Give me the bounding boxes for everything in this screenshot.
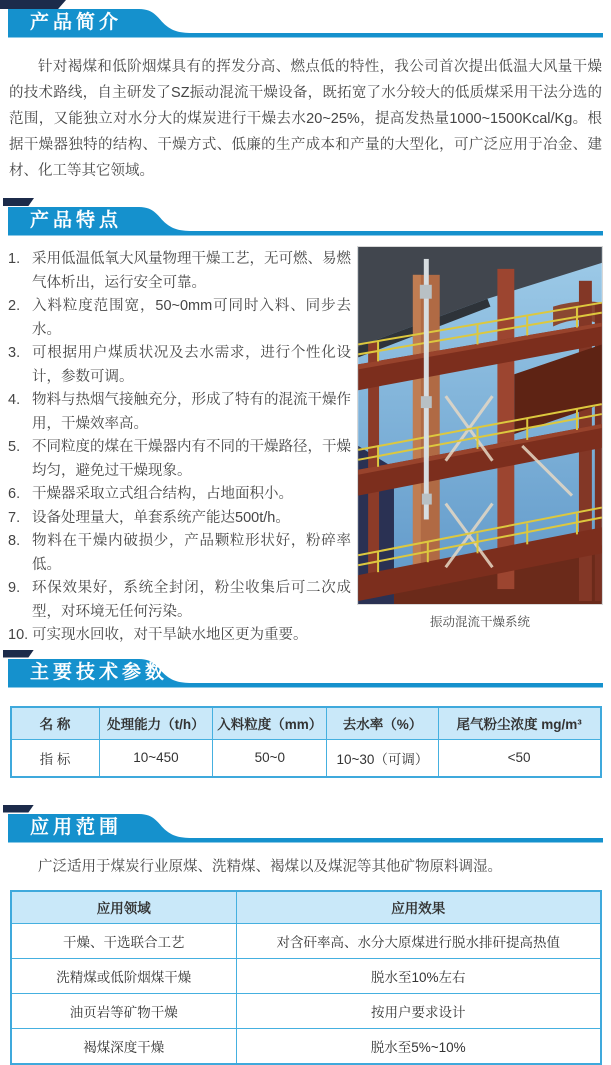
product-photo-figure — [357, 246, 603, 648]
section-title-applications: 应用范围 — [30, 816, 123, 838]
section-title-tech-params: 主要技术参数 — [30, 661, 169, 683]
intro-paragraph: 针对褐煤和低阶烟煤具有的挥发分高、燃点低的特性，我公司首次提出低温大风量干燥的技术路线，自主研发了SZ振动混流干燥设备，既拓宽了水分较大的低质煤采用干法分选的范围，又能独立对水分大的煤炭进行干燥去水20~25%，提高发热量1000~1500Kcal/Kg。根据干燥器独特的结构、干燥方式、低廉的生产成本和产量的大型化，可广泛应用于冶金、建材、化工等其它领域。 — [9, 59, 602, 179]
applications-paragraph: 广泛适用于煤炭行业原煤、洗精煤、褐煤以及煤泥等其他矿物原料调湿。 — [38, 858, 502, 875]
section-title-intro: 产品简介 — [30, 12, 123, 33]
features-section — [8, 246, 603, 648]
list-item — [8, 248, 351, 295]
column-header: 入料粒度（mm） — [213, 707, 327, 740]
list-item — [8, 295, 351, 342]
applications-table — [10, 890, 602, 1065]
column-header: 处理能力（t/h） — [99, 707, 213, 740]
column-header: 去水率（%） — [327, 707, 439, 740]
item-number: 6. — [8, 486, 21, 502]
table-cell: 指 标 — [11, 740, 100, 777]
item-number: 7. — [8, 509, 21, 526]
section-header-features — [0, 198, 611, 236]
item-number: 3. — [8, 345, 21, 361]
item-number: 5. — [8, 439, 21, 455]
section-title-features: 产品特点 — [30, 210, 123, 231]
list-item — [8, 483, 351, 507]
table-cell: 对含矸率高、水分大原煤进行脱水排矸提高热值 — [236, 924, 600, 959]
item-text: 可实现水回收，对干旱缺水地区更为重要。 — [32, 627, 308, 643]
item-text: 可根据用户煤质状况及去水需求，进行个性化设计，参数可调。 — [32, 345, 351, 385]
tech-params-table — [10, 706, 602, 778]
corner-accent-shape — [3, 198, 34, 206]
item-text: 不同粒度的煤在干燥器内有不同的干燥路径，干燥均匀，避免过干燥现象。 — [32, 439, 351, 479]
item-number: 2. — [8, 298, 21, 314]
table-cell: 油页岩等矿物干燥 — [11, 994, 237, 1029]
item-number: 9. — [8, 580, 21, 596]
column-header: 名 称 — [11, 707, 100, 740]
section-header-tech-params — [0, 650, 611, 688]
table-header-row — [11, 707, 601, 740]
item-text: 干燥器采取立式组合结构，占地面积小。 — [32, 486, 293, 502]
photo-caption: 振动混流干燥系统 — [429, 615, 530, 629]
table-cell: 褐煤深度干燥 — [11, 1029, 237, 1064]
table-cell: 干燥、干选联合工艺 — [11, 924, 237, 959]
section-header-applications — [0, 805, 611, 843]
list-item — [8, 436, 351, 483]
industrial-tower-illustration — [358, 247, 602, 604]
table-cell: 50~0 — [213, 740, 327, 777]
table-row — [11, 1029, 601, 1064]
table-row — [11, 740, 601, 777]
corner-accent-shape — [3, 805, 34, 813]
item-text: 环保效果好，系统全封闭，粉尘收集后可二次成型，对环境无任何污染。 — [32, 580, 351, 620]
corner-accent-shape — [3, 650, 34, 658]
table-cell: 脱水至10%左右 — [236, 959, 600, 994]
item-text: 设备处理量大，单套系统产能达500t/h。 — [32, 509, 290, 526]
item-text: 物料在干燥内破损少，产品颗粒形状好，粉碎率低。 — [32, 533, 351, 573]
section-header-intro — [0, 0, 611, 38]
column-header: 应用领域 — [11, 891, 237, 924]
item-text: 入料粒度范围宽，50~0mm可同时入料、同步去水。 — [32, 298, 351, 338]
table-cell: 10~30（可调） — [327, 740, 439, 777]
list-item — [8, 389, 351, 436]
drying-system-photo — [357, 246, 603, 605]
list-item — [8, 342, 351, 389]
table-cell: 洗精煤或低阶烟煤干燥 — [11, 959, 237, 994]
column-header: 尾气粉尘浓度 mg/m³ — [438, 707, 600, 740]
table-header-row — [11, 891, 601, 924]
item-text: 物料与热烟气接触充分，形成了特有的混流干燥作用，干燥效率高。 — [32, 392, 351, 432]
list-item — [8, 530, 351, 577]
item-number: 1. — [8, 251, 21, 267]
table-row — [11, 994, 601, 1029]
item-number: 10. — [8, 627, 29, 643]
item-number: 4. — [8, 392, 21, 408]
table-cell: 10~450 — [99, 740, 213, 777]
list-item — [8, 577, 351, 624]
feature-list — [8, 246, 351, 648]
table-cell: 脱水至5%~10% — [236, 1029, 600, 1064]
table-row — [11, 959, 601, 994]
column-header: 应用效果 — [236, 891, 600, 924]
table-cell: 按用户要求设计 — [236, 994, 600, 1029]
table-cell: <50 — [438, 740, 600, 777]
list-item — [8, 507, 351, 531]
list-item — [8, 624, 351, 648]
item-number: 8. — [8, 533, 21, 549]
corner-accent-shape — [0, 0, 66, 9]
item-text: 采用低温低氧大风量物理干燥工艺，无可燃、易燃气体析出，运行安全可靠。 — [32, 251, 351, 291]
table-row — [11, 924, 601, 959]
